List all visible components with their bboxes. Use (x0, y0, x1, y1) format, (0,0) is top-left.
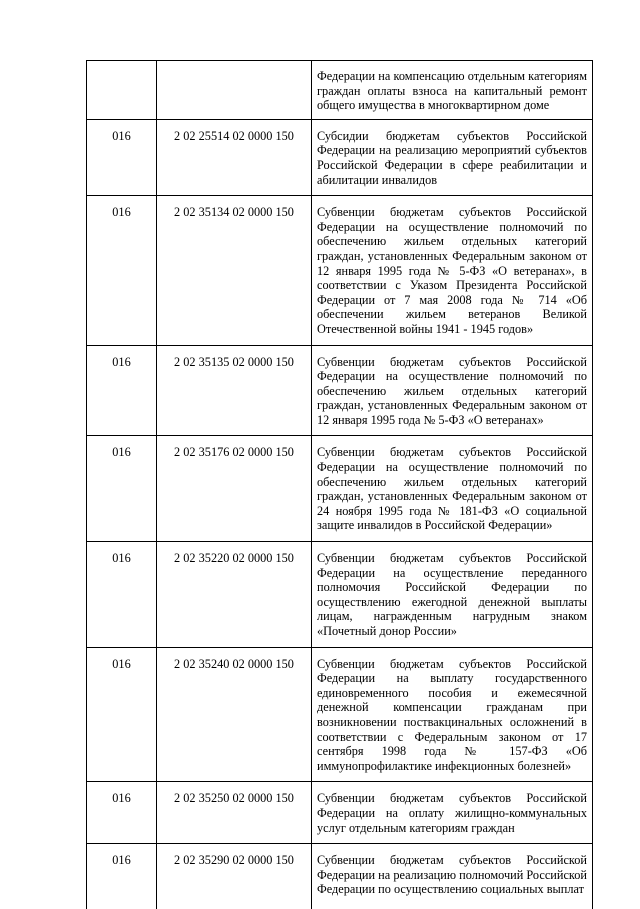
table-row (87, 436, 593, 542)
table-row (87, 782, 593, 844)
table-row (87, 196, 593, 345)
admin-code-cell: 016 (87, 542, 157, 648)
table-row (87, 119, 593, 195)
revenue-code-cell (157, 61, 312, 120)
admin-code-cell (87, 61, 157, 120)
description-cell: Субвенции бюджетам субъектов Российской Федерации на осуществление переданного полномочия Российской Федерации по осуществлению ежегодной денежной выплаты лицам, награжденным нагрудным знаком «Почетный донор России» (312, 542, 593, 648)
revenue-code-cell: 2 02 35134 02 0000 150 (157, 196, 312, 345)
description-cell: Субвенции бюджетам субъектов Российской Федерации на осуществление полномочий по обеспечению жильем отдельных категорий граждан, установленных Федеральным законом от 24 ноября 1995 года № 181-ФЗ «О социальной защите инвалидов в Российской Федерации» (312, 436, 593, 542)
table-row (87, 844, 593, 909)
revenue-code-cell: 2 02 25514 02 0000 150 (157, 119, 312, 195)
table-row (87, 542, 593, 648)
description-cell: Субсидии бюджетам субъектов Российской Федерации на реализацию мероприятий субъектов Российской Федерации в сфере реабилитации и абилитации инвалидов (312, 119, 593, 195)
admin-code-cell: 016 (87, 196, 157, 345)
table-row (87, 61, 593, 120)
revenue-code-cell: 2 02 35220 02 0000 150 (157, 542, 312, 648)
admin-code-cell: 016 (87, 647, 157, 782)
description-cell: Субвенции бюджетам субъектов Российской Федерации на оплату жилищно-коммунальных услуг отдельным категориям граждан (312, 782, 593, 844)
description-cell: Субвенции бюджетам субъектов Российской Федерации на осуществление полномочий по обеспечению жильем отдельных категорий граждан, установленных Федеральным законом от 12 января 1995 года № 5-ФЗ «О ветеранах», в соответствии с Указом Президента Российской Федерации от 7 мая 2008 года № 714 «Об обеспечении жильем ветеранов Великой Отечественной войны 1941 - 1945 годов» (312, 196, 593, 345)
revenue-code-cell: 2 02 35240 02 0000 150 (157, 647, 312, 782)
revenue-code-cell: 2 02 35250 02 0000 150 (157, 782, 312, 844)
description-cell: Федерации на компенсацию отдельным категориям граждан оплаты взноса на капитальный ремонт общего имущества в многоквартирном доме (312, 61, 593, 120)
table-row (87, 345, 593, 436)
admin-code-cell: 016 (87, 436, 157, 542)
admin-code-cell: 016 (87, 119, 157, 195)
admin-code-cell: 016 (87, 782, 157, 844)
admin-code-cell: 016 (87, 345, 157, 436)
revenue-code-cell: 2 02 35176 02 0000 150 (157, 436, 312, 542)
budget-classification-table (86, 60, 593, 909)
table-row (87, 647, 593, 782)
revenue-code-cell: 2 02 35290 02 0000 150 (157, 844, 312, 909)
description-cell: Субвенции бюджетам субъектов Российской Федерации на осуществление полномочий по обеспечению жильем отдельных категорий граждан, установленных Федеральным законом от 12 января 1995 года № 5-ФЗ «О ветеранах» (312, 345, 593, 436)
revenue-code-cell: 2 02 35135 02 0000 150 (157, 345, 312, 436)
admin-code-cell: 016 (87, 844, 157, 909)
description-cell: Субвенции бюджетам субъектов Российской Федерации на реализацию полномочий Российской Федерации по осуществлению социальных выплат (312, 844, 593, 909)
description-cell: Субвенции бюджетам субъектов Российской Федерации на выплату государственного единовременного пособия и ежемесячной денежной компенсации гражданам при возникновении поствакцинальных осложнений в соответствии с Федеральным законом от 17 сентября 1998 года № 157-ФЗ «Об иммунопрофилактике инфекционных болезней» (312, 647, 593, 782)
